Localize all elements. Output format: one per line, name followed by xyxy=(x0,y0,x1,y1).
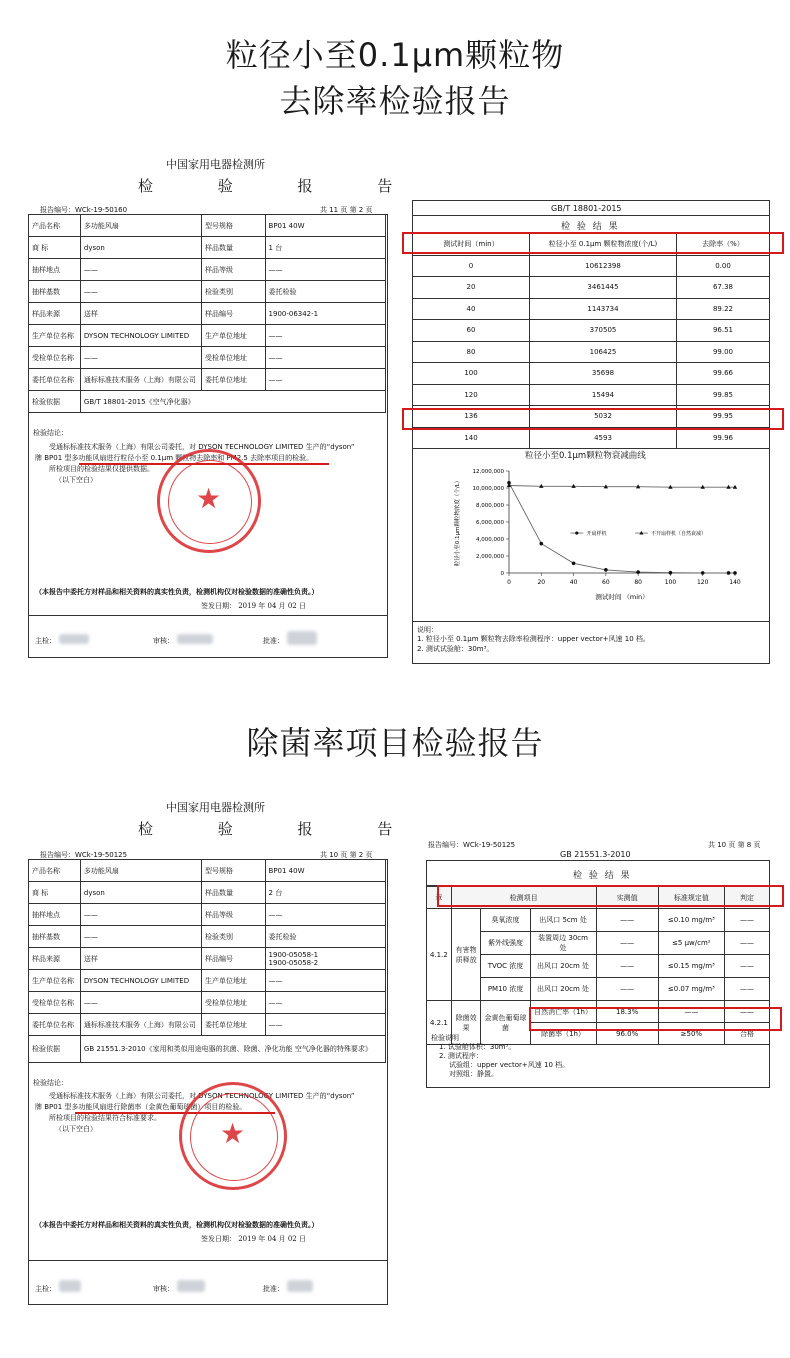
info-value: 2 台 xyxy=(265,882,385,904)
x-tick-label: 140 xyxy=(729,579,741,586)
info-value: —— xyxy=(80,347,201,369)
report1-number: 报告编号：WCk-19-50160 xyxy=(40,206,128,214)
info-value: —— xyxy=(265,904,385,926)
y-axis-label: 粒径小至0.1μm颗粒物浓度（个/L） xyxy=(455,477,461,567)
info-label: 受检单位名称 xyxy=(29,992,81,1014)
report1-reviewer-label: 审核： xyxy=(153,637,174,645)
info-value: 通标标准技术服务（上海）有限公司 xyxy=(80,1014,201,1036)
info-row xyxy=(29,926,386,948)
info-label: 受检单位地址 xyxy=(201,347,265,369)
info-label: 检验类别 xyxy=(201,281,265,303)
info-value: —— xyxy=(265,1014,385,1036)
info-label: 型号规格 xyxy=(201,215,265,237)
results1-header-concentration: 粒径小至 0.1μm 颗粒物浓度(个/L) xyxy=(530,234,677,256)
results1-row xyxy=(413,427,770,449)
report2-basis-label: 检验依据 xyxy=(29,1036,81,1063)
decay-chart-title: 粒径小至0.1μm颗粒物衰减曲线 xyxy=(525,451,646,461)
report1-basis-label: 检验依据 xyxy=(29,391,81,413)
report1-conclusion-text3: 所检项目的检验结果仅提供数据。 xyxy=(49,465,154,473)
results1-cell: 106425 xyxy=(530,341,677,363)
data-point-fan-on xyxy=(604,568,608,572)
results2-group2-id: 4.2.1 xyxy=(427,1001,452,1045)
info-value: DYSON TECHNOLOGY LIMITED xyxy=(80,325,201,347)
results1-cell: 99.96 xyxy=(677,427,770,449)
info-value: —— xyxy=(265,259,385,281)
info-row xyxy=(29,303,386,325)
results1-final-row-highlight xyxy=(402,408,784,430)
data-point-fan-on xyxy=(669,571,673,575)
results2-cell-verdict: 合格 xyxy=(724,1023,769,1045)
report2-approver-label: 批准： xyxy=(263,1285,284,1293)
results2-caption: 检 验 结 果 xyxy=(573,871,632,881)
info-value: 1900-06342-1 xyxy=(265,303,385,325)
results1-row xyxy=(413,277,770,299)
info-value: 多功能风扇 xyxy=(80,860,201,882)
info-row xyxy=(29,860,386,882)
results2-cell-measured: 96.0% xyxy=(596,1023,658,1045)
report1-conclusion-label: 检验结论： xyxy=(33,429,68,437)
info-label: 委托单位地址 xyxy=(201,1014,265,1036)
report2-sign-date: 签发日期： 2019 年 04 月 02 日 xyxy=(201,1235,306,1243)
info-label: 型号规格 xyxy=(201,860,265,882)
results1-cell: 370505 xyxy=(530,320,677,342)
info-row xyxy=(29,948,386,970)
x-tick-label: 100 xyxy=(664,579,677,586)
report2-reviewer-signature xyxy=(177,1280,205,1292)
results1-cell: 4593 xyxy=(530,427,677,449)
info-label: 样品编号 xyxy=(201,948,265,970)
info-label: 商 标 xyxy=(29,882,81,904)
results1-note1: 1. 粒径小至 0.1μm 颗粒物去除率检测程序：upper vector+风速 10 档。 xyxy=(417,635,650,643)
y-tick-label: 6,000,000 xyxy=(476,520,504,526)
info-value: —— xyxy=(265,369,385,391)
info-label: 生产单位地址 xyxy=(201,970,265,992)
info-value: —— xyxy=(265,992,385,1014)
y-tick-label: 12,000,000 xyxy=(472,469,504,475)
report2-conclusion-text2: 牌 BP01 型多功能风扇进行除菌率（金黄色葡萄球菌）项目的检验。 xyxy=(35,1103,247,1111)
results1-row xyxy=(413,255,770,277)
results2-cell-condition: 出风口 20cm 处 xyxy=(530,955,596,978)
info-value: BP01 40W xyxy=(265,215,385,237)
info-value: BP01 40W xyxy=(265,860,385,882)
results2-cell-verdict: —— xyxy=(724,932,769,955)
info-value: —— xyxy=(265,347,385,369)
info-label: 生产单位地址 xyxy=(201,325,265,347)
results1-cell: 136 xyxy=(413,406,530,428)
results2-cell-limit: ≤5 μw/cm² xyxy=(658,932,724,955)
results1-row xyxy=(413,320,770,342)
info-label: 抽样基数 xyxy=(29,926,81,948)
results2-standard: GB 21551.3-2010 xyxy=(560,850,631,859)
results2-cell-limit: ≤0.10 mg/m³ xyxy=(658,909,724,932)
info-value: —— xyxy=(265,325,385,347)
report1-basis-row xyxy=(29,391,386,413)
results1-cell: 0.00 xyxy=(677,255,770,277)
results2-header-index: 章 xyxy=(427,887,452,909)
results1-cell: 96.51 xyxy=(677,320,770,342)
report2-basis-value: GB 21551.3-2010《家用和类似用途电器的抗菌、除菌、净化功能 空气净化器的特殊要求》 xyxy=(80,1036,385,1063)
results1-cell: 99.00 xyxy=(677,341,770,363)
report2-disclaimer: （本报告中委托方对样品和相关资料的真实性负责，检测机构仅对检验数据的准确性负责。） xyxy=(35,1221,319,1229)
results2-cell-item: 臭氧浓度 xyxy=(481,909,530,932)
report1-checker-signature xyxy=(59,634,89,644)
data-point-fan-on xyxy=(636,570,640,574)
results1-cell: 3461445 xyxy=(530,277,677,299)
results1-cell: 15494 xyxy=(530,384,677,406)
info-value: —— xyxy=(80,992,201,1014)
info-value: —— xyxy=(80,259,201,281)
info-label: 产品名称 xyxy=(29,215,81,237)
results1-cell: 20 xyxy=(413,277,530,299)
report1-disclaimer: （本报告中委托方对样品和相关资料的真实性负责，检测机构仅对检验数据的准确性负责。） xyxy=(35,588,319,596)
report1-basis-value: GB/T 18801-2015《空气净化器》 xyxy=(80,391,385,413)
results1-cell: 67.38 xyxy=(677,277,770,299)
results2-header-limit: 标准规定值 xyxy=(658,887,724,909)
results1-cell: 60 xyxy=(413,320,530,342)
y-tick-label: 2,000,000 xyxy=(476,554,504,560)
results2-page: 共 10 页 第 8 页 xyxy=(708,841,761,849)
report2-conclusion-text1: 受通标标准技术服务（上海）有限公司委托，对 DYSON TECHNOLOGY LIMITED 生产的“dyson” xyxy=(49,1092,355,1100)
results1-cell: 5032 xyxy=(530,406,677,428)
results2-cell-limit: —— xyxy=(658,1001,724,1023)
legend-label-fan-on: 开扇样机 xyxy=(586,531,607,538)
info-row xyxy=(29,325,386,347)
results2-group2-name: 除菌效果 xyxy=(451,1001,481,1045)
x-axis-label: 测试时间 （min） xyxy=(595,593,649,601)
info-label: 委托单位地址 xyxy=(201,369,265,391)
results2-report-number: 报告编号：WCk-19-50125 xyxy=(428,841,516,849)
results1-note2: 2. 测试试验舱：30m³。 xyxy=(417,645,494,653)
results2-cell-limit: ≥50% xyxy=(658,1023,724,1045)
x-tick-label: 80 xyxy=(634,579,642,586)
results2-sterilization-highlight xyxy=(529,1007,782,1031)
x-tick-label: 20 xyxy=(537,579,546,586)
report1-page: 共 11 页 第 2 页 xyxy=(320,206,373,214)
info-label: 检验类别 xyxy=(201,926,265,948)
info-value: 1 台 xyxy=(265,237,385,259)
info-value: DYSON TECHNOLOGY LIMITED xyxy=(80,970,201,992)
results2-cell-item: 紫外线强度 xyxy=(481,932,530,955)
info-label: 样品来源 xyxy=(29,303,81,325)
report1-approver-label: 批准： xyxy=(263,637,284,645)
results2-cell-measured: —— xyxy=(596,909,658,932)
info-row xyxy=(29,970,386,992)
report1-info-table xyxy=(28,214,386,413)
results1-cell: 99.85 xyxy=(677,384,770,406)
results2-cell-verdict: —— xyxy=(724,1001,769,1023)
results2-header-measured: 实测值 xyxy=(596,887,658,909)
info-row xyxy=(29,904,386,926)
info-label: 产品名称 xyxy=(29,860,81,882)
results2-note1: 1. 试验舱体积：30m³。 xyxy=(439,1043,516,1051)
data-point-fan-on xyxy=(572,561,576,565)
x-tick-label: 120 xyxy=(696,579,709,586)
info-label: 委托单位名称 xyxy=(29,369,81,391)
decay-chart xyxy=(417,463,765,605)
report2-divider xyxy=(29,1260,387,1261)
info-label: 商 标 xyxy=(29,237,81,259)
report2-form xyxy=(28,859,388,1305)
report2-info-table xyxy=(28,859,386,1063)
report1-sign-date: 签发日期： 2019 年 04 月 02 日 xyxy=(201,602,306,610)
results2-cell-verdict: —— xyxy=(724,978,769,1001)
x-tick-label: 60 xyxy=(602,579,610,586)
x-tick-label: 0 xyxy=(507,579,511,586)
results2-cell-verdict: —— xyxy=(724,909,769,932)
results1-header-highlight xyxy=(402,232,784,254)
results1-row xyxy=(413,363,770,385)
results1-sheet xyxy=(412,200,770,664)
results2-note4: 对照组：静置。 xyxy=(449,1070,498,1078)
info-value: —— xyxy=(265,970,385,992)
report1-form xyxy=(28,214,388,658)
info-value: 送样 xyxy=(80,948,201,970)
results2-header-highlight xyxy=(437,885,784,907)
report2-doc-title: 检 验 报 告 xyxy=(138,820,423,838)
info-row xyxy=(29,882,386,904)
results2-group1-id: 4.1.2 xyxy=(427,909,452,1001)
results1-cell: 140 xyxy=(413,427,530,449)
section1-title-line1: 粒径小至0.1μm颗粒物 xyxy=(225,36,565,74)
info-value: —— xyxy=(80,281,201,303)
info-label: 样品编号 xyxy=(201,303,265,325)
report1-doc-title: 检 验 报 告 xyxy=(138,177,423,195)
info-row xyxy=(29,347,386,369)
info-label: 样品等级 xyxy=(201,904,265,926)
results1-row xyxy=(413,341,770,363)
results2-cell-measured: —— xyxy=(596,932,658,955)
results2-cell-condition: 装置周边 30cm 处 xyxy=(530,932,596,955)
report2-page: 共 10 页 第 2 页 xyxy=(320,851,373,859)
info-label: 受检单位名称 xyxy=(29,347,81,369)
results2-cell-measured: 18.3% xyxy=(596,1001,658,1023)
info-value: 多功能风扇 xyxy=(80,215,201,237)
report1-seal: ★ xyxy=(157,449,261,553)
report1-institution: 中国家用电器检测所 xyxy=(166,158,265,171)
results1-standard: GB/T 18801-2015 xyxy=(551,204,622,213)
info-value: —— xyxy=(80,904,201,926)
info-label: 样品数量 xyxy=(201,882,265,904)
results2-note2: 2. 测试程序： xyxy=(439,1052,483,1060)
results2-cell-measured: —— xyxy=(596,955,658,978)
info-label: 抽样地点 xyxy=(29,904,81,926)
info-label: 样品来源 xyxy=(29,948,81,970)
results1-cell: 0 xyxy=(413,255,530,277)
y-tick-label: 8,000,000 xyxy=(476,503,504,509)
results1-row xyxy=(413,298,770,320)
results2-group1-name: 有害物质释放 xyxy=(451,909,481,1001)
results1-notes-label: 说明： xyxy=(417,626,438,634)
results2-note3: 试验组：upper vector+风速 10 档。 xyxy=(449,1061,570,1069)
info-row xyxy=(29,237,386,259)
results2-header-item: 检测项目 xyxy=(451,887,596,909)
results2-cell-limit: ≤0.15 mg/m³ xyxy=(658,955,724,978)
report1-conclusion-text4: （以下空白） xyxy=(55,476,97,484)
results2-cell-condition: 自然消亡率（1h） xyxy=(530,1001,596,1023)
info-row xyxy=(29,215,386,237)
results2-notes-label: 检验说明 xyxy=(431,1034,459,1042)
info-label: 抽样地点 xyxy=(29,259,81,281)
info-label: 生产单位名称 xyxy=(29,325,81,347)
info-label: 样品数量 xyxy=(201,237,265,259)
info-value: 委托检验 xyxy=(265,926,385,948)
info-row xyxy=(29,369,386,391)
legend-label-fan-off: 不开扇样机（自然衰减） xyxy=(651,531,707,538)
results1-cell: 89.22 xyxy=(677,298,770,320)
section1-title-line2: 去除率检验报告 xyxy=(279,82,511,120)
results1-cell: 35698 xyxy=(530,363,677,385)
report2-conclusion-text4: （以下空白） xyxy=(55,1125,97,1133)
info-value: 委托检验 xyxy=(265,281,385,303)
report2-reviewer-label: 审核： xyxy=(153,1285,174,1293)
results1-cell: 100 xyxy=(413,363,530,385)
report2-checker-signature xyxy=(59,1280,81,1292)
report2-seal: ★ xyxy=(179,1082,287,1190)
results2-cell-limit: ≤0.07 mg/m³ xyxy=(658,978,724,1001)
results1-cell: 120 xyxy=(413,384,530,406)
results2-group2-item: 金黄色葡萄球菌 xyxy=(481,1001,530,1045)
report1-divider xyxy=(29,615,387,616)
report1-conclusion-text1: 受通标标准技术服务（上海）有限公司委托，对 DYSON TECHNOLOGY LIMITED 生产的“dyson” xyxy=(49,443,355,451)
report1-approver-signature xyxy=(287,631,317,645)
results2-cell-condition: 出风口 5cm 处 xyxy=(530,909,596,932)
results1-cell: 40 xyxy=(413,298,530,320)
report2-checker-label: 主检： xyxy=(35,1285,56,1293)
report2-approver-signature xyxy=(287,1280,313,1292)
results2-row-ozone xyxy=(427,909,770,932)
report2-institution: 中国家用电器检测所 xyxy=(166,801,265,814)
info-label: 生产单位名称 xyxy=(29,970,81,992)
info-label: 委托单位名称 xyxy=(29,1014,81,1036)
info-value: dyson xyxy=(80,882,201,904)
results1-header-time: 测试时间（min） xyxy=(413,234,530,256)
report2-number: 报告编号：WCk-19-50125 xyxy=(40,851,128,859)
report1-conclusion-text2: 牌 BP01 型多功能风扇进行粒径小至 0.1μm 颗粒物去除率和 PM2.5 去除率项目的检验。 xyxy=(35,454,314,462)
results1-cell: 99.66 xyxy=(677,363,770,385)
data-point-fan-on xyxy=(733,571,737,575)
results1-row xyxy=(413,384,770,406)
report2-basis-row xyxy=(29,1036,386,1063)
info-row xyxy=(29,281,386,303)
results1-header-removal: 去除率（%） xyxy=(677,234,770,256)
info-value: dyson xyxy=(80,237,201,259)
report1-checker-label: 主检： xyxy=(35,637,56,645)
info-label: 抽样基数 xyxy=(29,281,81,303)
info-row xyxy=(29,1014,386,1036)
results2-header-verdict: 判定 xyxy=(724,887,769,909)
info-value: 通标标准技术服务（上海）有限公司 xyxy=(80,369,201,391)
y-tick-label: 10,000,000 xyxy=(472,486,504,492)
report2-conclusion-label: 检验结论： xyxy=(33,1079,68,1087)
legend-marker-fan-on xyxy=(575,531,578,534)
results1-cell: 1143734 xyxy=(530,298,677,320)
results2-cell-verdict: —— xyxy=(724,955,769,978)
info-label: 受检单位地址 xyxy=(201,992,265,1014)
x-tick-label: 40 xyxy=(569,579,578,586)
results2-cell-measured: —— xyxy=(596,978,658,1001)
info-value: —— xyxy=(80,926,201,948)
info-row xyxy=(29,992,386,1014)
report1-reviewer-signature xyxy=(177,634,213,644)
data-point-fan-on xyxy=(539,542,543,546)
info-value: 送样 xyxy=(80,303,201,325)
results1-cell: 10612398 xyxy=(530,255,677,277)
info-value: 1900-05058-1 1900-05058-2 xyxy=(265,948,385,970)
results2-cell-item: TVOC 浓度 xyxy=(481,955,530,978)
y-tick-label: 4,000,000 xyxy=(476,537,504,543)
results2-cell-item: PM10 浓度 xyxy=(481,978,530,1001)
results1-cell: 80 xyxy=(413,341,530,363)
results1-cell: 99.95 xyxy=(677,406,770,428)
series-line-fan-on xyxy=(509,483,735,573)
report2-conclusion-text3: 所检项目的检验结果符合标准要求。 xyxy=(49,1114,161,1122)
data-point-fan-on xyxy=(727,571,731,575)
info-row xyxy=(29,259,386,281)
results2-cell-condition: 出风口 20cm 处 xyxy=(530,978,596,1001)
info-label: 样品等级 xyxy=(201,259,265,281)
data-point-fan-on xyxy=(701,571,705,575)
results2-cell-condition: 除菌率（1h） xyxy=(530,1023,596,1045)
y-tick-label: 0 xyxy=(500,571,504,577)
results1-caption: 检 验 结 果 xyxy=(561,222,620,232)
section2-title: 除菌率项目检验报告 xyxy=(246,724,544,762)
